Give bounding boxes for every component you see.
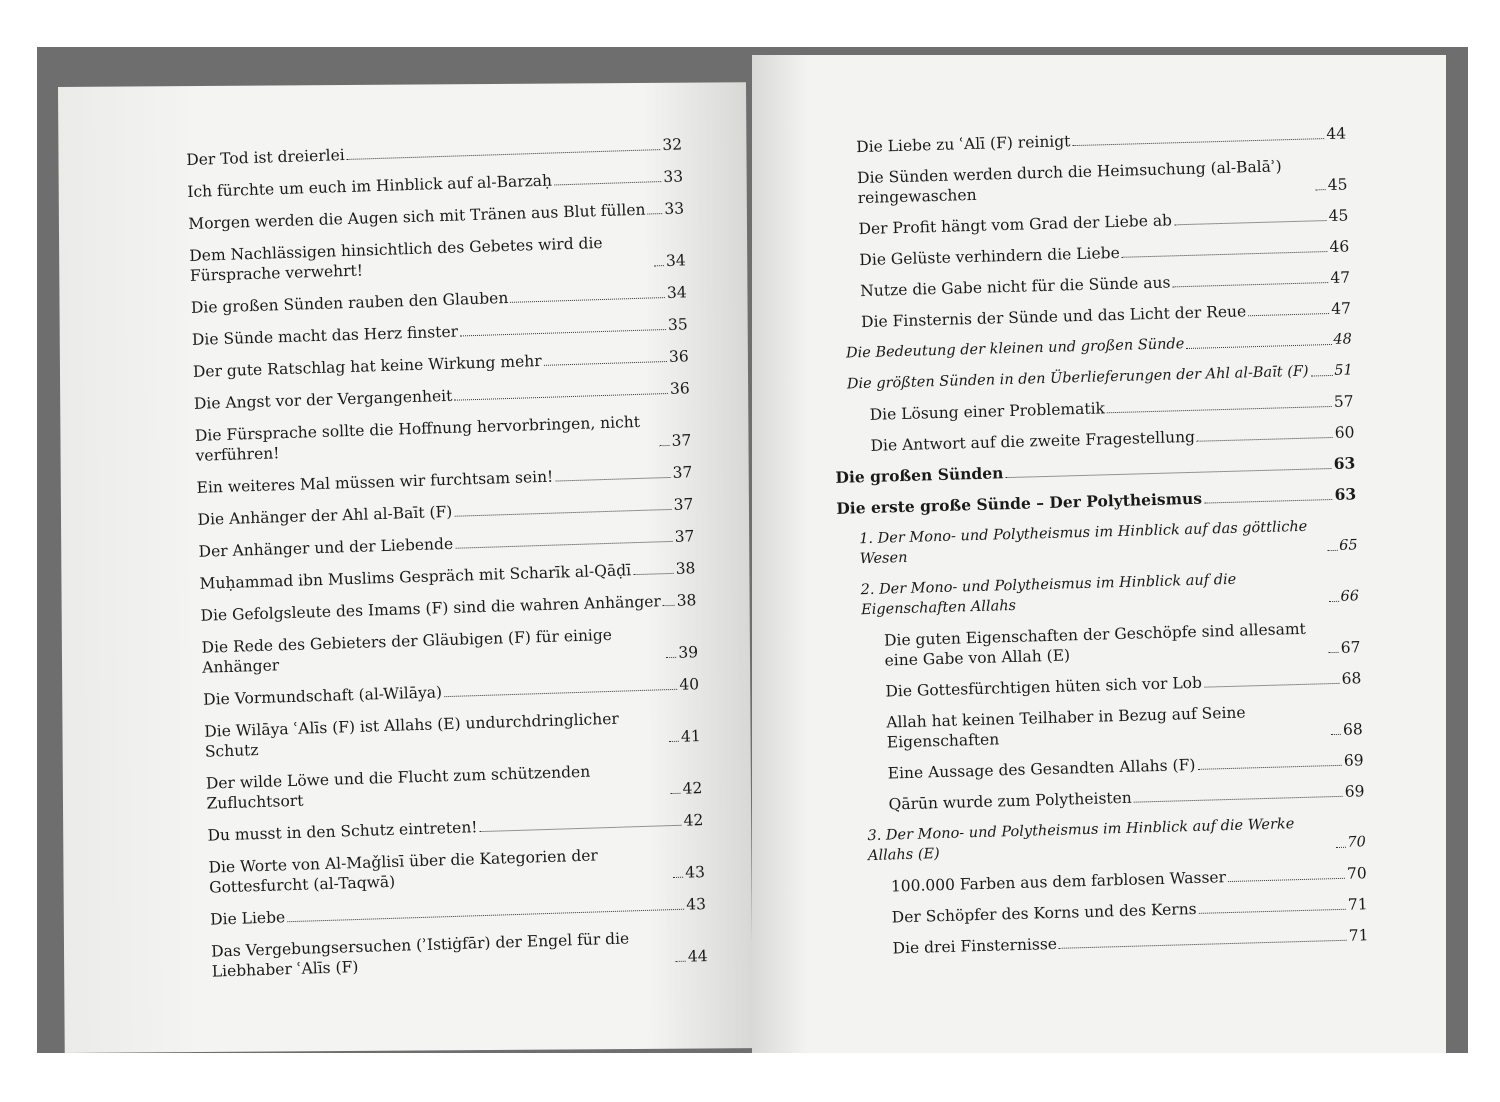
toc-entry-title: Die Wilāya ʿAlīs (F) ist Allahs (E) undurchdringlicher Schutz <box>203 709 620 761</box>
toc-entry <box>196 462 692 498</box>
toc-entry-page: 37 <box>674 527 695 546</box>
toc-entry-title: Der Profit hängt vom Grad der Liebe ab <box>858 211 1173 239</box>
toc-entry <box>834 422 1354 457</box>
toc-entry-title: Du musst in den Schutz eintreten! <box>207 818 478 845</box>
toc-entry-title: Die Sünden werden durch die Heimsuchung (al-Balāʾ) reingewaschen <box>856 157 1282 208</box>
toc-leader-dots <box>1174 220 1327 225</box>
toc-entry-title: Der Tod ist dreierlei <box>186 146 345 169</box>
toc-entry-page: 37 <box>672 463 693 482</box>
toc-entry-page: 36 <box>668 347 690 366</box>
toc-leader-dots <box>648 213 663 214</box>
toc-leader-dots <box>1248 313 1329 316</box>
toc-entry <box>200 590 696 626</box>
toc-entry-title: Die Angst vor der Vergangenheit <box>193 386 453 413</box>
toc-entry <box>830 267 1350 302</box>
toc-leader-dots <box>454 509 671 517</box>
right-toc <box>826 123 1369 970</box>
toc-entry <box>833 391 1353 426</box>
toc-entry-title: Die größten Sünden in den Überlieferungen der Ahl al-Baīt (F) <box>846 363 1309 393</box>
toc-entry <box>201 622 698 678</box>
toc-leader-dots <box>1073 138 1325 146</box>
toc-entry-page: 32 <box>662 135 683 155</box>
toc-leader-dots <box>1204 683 1340 688</box>
toc-leader-dots <box>1228 878 1345 882</box>
toc-entry-page: 36 <box>669 379 691 398</box>
toc-entry-title: Das Vergebungsersuchen (ʾIstiġfār) der Engel für die Liebhaber ʿAlīs (F) <box>210 929 630 981</box>
toc-leader-dots <box>654 265 664 266</box>
toc-entry <box>836 484 1356 519</box>
toc-leader-dots <box>554 181 661 185</box>
toc-entry <box>207 810 703 846</box>
toc-entry-title: Die Fürsprache sollte die Hoffnung hervorbringen, nicht verführen! <box>194 412 641 465</box>
toc-leader-dots <box>287 909 684 922</box>
toc-entry-page: 69 <box>1343 751 1364 770</box>
toc-leader-dots <box>1134 796 1343 803</box>
toc-entry-title: Dem Nachlässigen hinsichtlich des Gebetes wird die Fürsprache verwehrt! <box>189 233 603 285</box>
toc-leader-dots <box>460 329 666 336</box>
toc-entry-title: Die Finsternis der Sünde und das Licht der Reue <box>860 302 1247 332</box>
toc-entry-title: Ein weiteres Mal müssen wir furchtsam sein! <box>196 467 554 497</box>
toc-entry-title: 3. Der Mono- und Polytheismus im Hinblick auf die Werke Allahs (E) <box>867 816 1295 865</box>
toc-entry-title: Der gute Ratschlag hat keine Wirkung mehr <box>192 351 542 381</box>
toc-entry-title: Die Anhänger der Ahl al-Baīt (F) <box>197 502 453 529</box>
toc-entry <box>841 668 1361 703</box>
toc-leader-dots <box>454 393 668 401</box>
toc-leader-dots <box>1186 344 1331 349</box>
toc-entry-page: 63 <box>1333 453 1356 473</box>
toc-entry <box>847 863 1367 898</box>
toc-entry-page: 65 <box>1338 537 1358 554</box>
toc-entry-title: Die großen Sünden <box>835 463 1004 487</box>
toc-entry-page: 33 <box>664 199 685 218</box>
toc-leader-dots <box>455 541 673 549</box>
toc-leader-dots <box>1005 468 1331 478</box>
toc-entry <box>191 282 687 318</box>
toc-entry-page: 38 <box>676 591 697 610</box>
toc-entry-title: Die großen Sünden rauben den Glauben <box>190 288 509 317</box>
toc-entry-title: Die erste große Sünde – Der Polytheismus <box>836 488 1203 518</box>
toc-entry <box>833 360 1353 395</box>
toc-entry <box>189 230 686 286</box>
toc-leader-dots <box>676 961 686 962</box>
toc-entry-title: Morgen werden die Augen sich mit Tränen aus Blut füllen <box>188 200 646 233</box>
toc-leader-dots <box>1204 499 1333 504</box>
toc-entry-page: 45 <box>1328 206 1349 225</box>
toc-entry <box>199 558 695 594</box>
toc-entry-title: Die drei Finsternisse <box>892 934 1058 958</box>
toc-entry-page: 37 <box>671 431 692 450</box>
toc-leader-dots <box>347 149 661 160</box>
toc-entry-page: 68 <box>1341 669 1362 688</box>
toc-entry-title: Die Liebe zu ʿAlī (F) reinigt <box>856 132 1071 157</box>
toc-entry-page: 47 <box>1330 299 1352 318</box>
toc-entry-page: 60 <box>1334 423 1355 442</box>
toc-leader-dots <box>1329 652 1339 653</box>
toc-entry-title: Muḥammad ibn Muslims Gespräch mit Scharīk al-Qāḍī <box>199 561 632 593</box>
left-toc <box>186 134 708 993</box>
toc-entry <box>197 494 693 530</box>
toc-entry <box>837 515 1358 570</box>
toc-entry <box>827 154 1348 209</box>
toc-leader-dots <box>660 445 670 446</box>
toc-entry-title: 1. Der Mono- und Polytheismus im Hinblick auf das göttliche Wesen <box>858 518 1308 568</box>
toc-entry-title: Eine Aussage des Gesandten Allahs (F) <box>887 755 1196 783</box>
toc-leader-dots <box>673 877 683 878</box>
toc-entry-page: 71 <box>1348 926 1369 945</box>
toc-entry-page: 42 <box>682 779 703 798</box>
toc-leader-dots <box>1197 765 1342 770</box>
toc-leader-dots <box>633 573 674 575</box>
toc-entry <box>193 346 689 382</box>
toc-entry <box>848 925 1368 960</box>
toc-entry-page: 57 <box>1333 392 1354 411</box>
toc-entry-page: 40 <box>679 675 700 694</box>
toc-entry-title: Der wilde Löwe und die Flucht zum schützenden Zufluchtsort <box>205 762 591 813</box>
toc-entry-title: Allah hat keinen Teilhaber in Bezug auf Seine Eigenschaften <box>886 703 1246 752</box>
toc-entry-page: 67 <box>1340 638 1361 657</box>
toc-entry <box>828 205 1348 240</box>
toc-entry <box>195 410 692 466</box>
toc-entry-title: 100.000 Farben aus dem farblosen Wasser <box>890 868 1227 896</box>
toc-leader-dots <box>1107 406 1332 413</box>
toc-entry-title: Die Gelüste verhindern die Liebe <box>859 243 1121 270</box>
toc-entry-page: 63 <box>1334 484 1357 504</box>
toc-entry-page: 37 <box>673 495 694 514</box>
toc-entry-title: Die Rede des Gebieters der Gläubigen (F) für einige Anhänger <box>201 625 613 677</box>
toc-leader-dots <box>1329 601 1339 602</box>
toc-entry-title: Die Liebe <box>209 908 286 929</box>
toc-entry <box>194 378 690 414</box>
toc-entry-title: Die Worte von Al-Maǧlisī über die Kategorien der Gottesfurcht (al-Taqwā) <box>208 846 599 897</box>
toc-leader-dots <box>1311 375 1333 377</box>
toc-entry-page: 70 <box>1347 834 1367 851</box>
toc-entry-title: 2. Der Mono- und Polytheismus im Hinblick auf die Eigenschaften Allahs <box>860 571 1237 619</box>
toc-entry-page: 34 <box>666 283 688 302</box>
toc-entry <box>204 706 701 762</box>
toc-entry-page: 70 <box>1346 864 1367 883</box>
toc-leader-dots <box>1316 189 1326 190</box>
toc-leader-dots <box>663 605 675 606</box>
toc-leader-dots <box>666 657 676 658</box>
toc-leader-dots <box>544 361 667 366</box>
toc-entry <box>840 617 1361 672</box>
toc-entry-title: Die Gefolgsleute des Imams (F) sind die wahren Anhänger <box>200 592 662 625</box>
toc-entry <box>192 314 688 350</box>
toc-entry <box>844 750 1364 785</box>
toc-entry <box>838 566 1359 621</box>
toc-entry-title: Ich fürchte um euch im Hinblick auf al-Barzaḥ <box>187 171 553 201</box>
toc-entry <box>211 926 708 982</box>
toc-entry-title: Die Bedeutung der kleinen und großen Sünde <box>845 336 1185 362</box>
toc-entry-title: Die guten Eigenschaften der Geschöpfe sind allesamt eine Gabe von Allah (E) <box>883 619 1307 670</box>
toc-entry-page: 33 <box>663 167 684 187</box>
toc-entry-title: Qārūn wurde zum Polytheisten <box>888 788 1133 814</box>
toc-entry-page: 71 <box>1347 895 1368 914</box>
toc-entry-title: Der Schöpfer des Korns und des Kerns <box>891 899 1197 927</box>
toc-entry <box>198 526 694 562</box>
toc-entry <box>844 781 1364 816</box>
toc-entry-page: 46 <box>1329 237 1350 256</box>
toc-leader-dots <box>555 477 670 482</box>
toc-entry-page: 42 <box>683 811 704 830</box>
toc-entry-page: 44 <box>1326 124 1347 144</box>
toc-entry <box>210 894 706 930</box>
toc-entry-page: 38 <box>675 559 696 578</box>
toc-leader-dots <box>1197 437 1333 442</box>
toc-leader-dots <box>671 793 681 794</box>
toc-leader-dots <box>669 741 679 742</box>
toc-entry-page: 35 <box>667 315 689 334</box>
toc-entry <box>848 894 1368 929</box>
toc-leader-dots <box>1122 251 1328 258</box>
toc-leader-dots <box>1199 909 1346 914</box>
toc-entry <box>206 758 703 814</box>
toc-leader-dots <box>510 297 665 303</box>
toc-entry-page: 44 <box>687 947 708 966</box>
toc-entry-page: 39 <box>678 643 699 662</box>
toc-entry-page: 41 <box>680 727 701 746</box>
toc-entry-title: Die Lösung einer Problematik <box>869 399 1106 424</box>
toc-entry-title: Die Sünde macht das Herz finster <box>191 322 459 349</box>
toc-entry-page: 43 <box>685 895 707 914</box>
toc-entry <box>188 198 684 234</box>
toc-leader-dots <box>1331 734 1341 735</box>
toc-leader-dots <box>1059 940 1347 949</box>
toc-entry-title: Die Antwort auf die zweite Fragestellung <box>870 427 1196 455</box>
toc-entry-page: 69 <box>1344 782 1365 801</box>
toc-entry-title: Nutze die Gabe nicht für die Sünde aus <box>860 273 1171 301</box>
toc-leader-dots <box>1336 847 1346 848</box>
toc-entry-title: Die Gottesfürchtigen hüten sich vor Lob <box>885 673 1203 701</box>
toc-entry <box>835 453 1355 488</box>
toc-entry-page: 66 <box>1340 588 1360 605</box>
toc-entry <box>832 329 1352 364</box>
toc-leader-dots <box>480 825 682 832</box>
toc-entry-page: 68 <box>1342 720 1363 739</box>
toc-entry-page: 34 <box>665 251 686 270</box>
toc-entry-page: 43 <box>684 863 706 882</box>
toc-entry-page: 45 <box>1327 175 1348 195</box>
toc-entry <box>187 166 683 202</box>
toc-leader-dots <box>444 689 677 697</box>
toc-entry <box>845 812 1366 867</box>
toc-entry-page: 47 <box>1330 268 1351 287</box>
toc-entry <box>831 298 1351 333</box>
toc-entry <box>829 236 1349 271</box>
toc-leader-dots <box>1327 550 1337 551</box>
toc-entry-title: Der Anhänger und der Liebende <box>198 534 454 561</box>
toc-leader-dots <box>1173 282 1329 287</box>
toc-entry-page: 48 <box>1333 331 1353 348</box>
toc-entry <box>208 842 705 898</box>
toc-entry <box>203 674 699 710</box>
toc-entry-title: Die Vormundschaft (al-Wilāya) <box>202 683 443 709</box>
toc-entry <box>842 699 1363 754</box>
toc-entry-page: 51 <box>1334 362 1353 379</box>
